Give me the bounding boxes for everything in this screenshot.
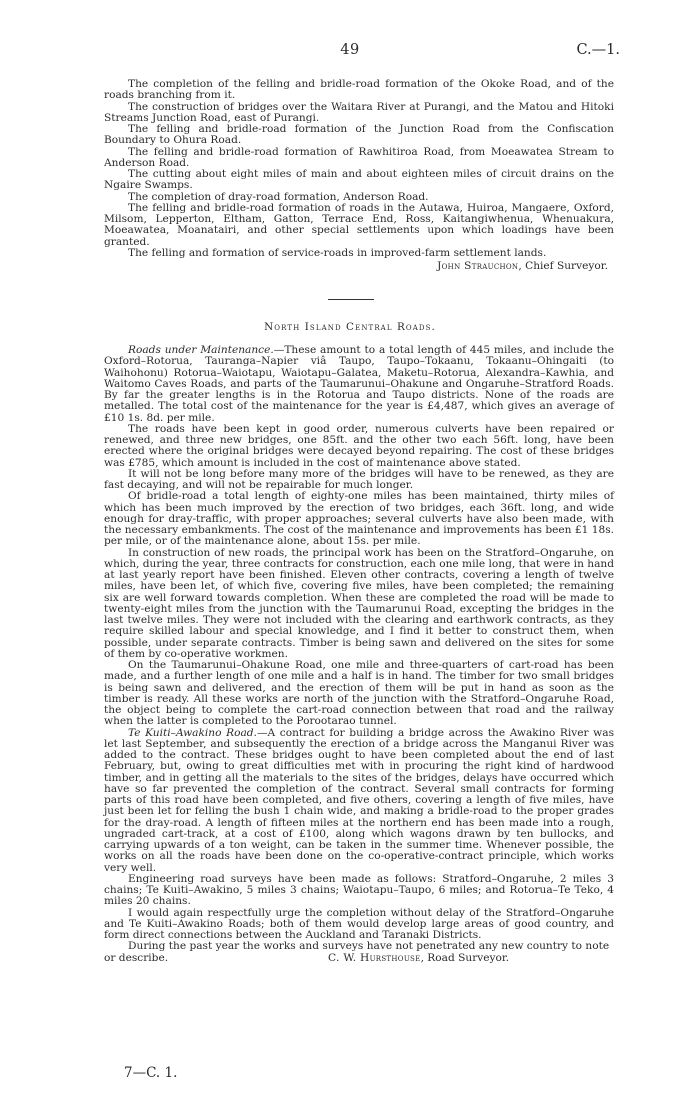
paragraph: The completion of dray-road formation, Anderson Road. bbox=[128, 190, 429, 203]
paragraph: During the past year the works and surveys have not penetrated any new country to note bbox=[128, 940, 610, 953]
paragraph: The cutting about eight miles of main and about eighteen miles of circuit drains on the Ngaire Swamps. bbox=[104, 168, 614, 192]
signature bbox=[104, 259, 608, 274]
section-divider bbox=[328, 299, 374, 300]
paragraph: I would again respectfully urge the completion without delay of the Stratford–Ongaruhe and Te Kuiti–Awakino Roads; both of them would develop large areas of good country, and form direct connections between the Auckland and Taranaki Districts. bbox=[104, 906, 614, 941]
signature-title: , Chief Surveyor. bbox=[518, 260, 608, 272]
signature-title: , Road Surveyor. bbox=[420, 951, 510, 964]
run-in-heading: Roads under Maintenance. bbox=[128, 344, 274, 356]
signature-name: C. W. Hursthouse bbox=[328, 951, 421, 964]
paragraph: Engineering road surveys have been made as follows: Stratford–Ongaruhe, 2 miles 3 chains; Te Kuiti–Awakino, 5 miles 3 chains; Waiotapu–Taupo, 6 miles; and Rotorua–Te Teko, 4 miles 20 chains. bbox=[104, 872, 614, 908]
section-taranaki-works bbox=[104, 79, 614, 274]
document-code: C.—1. bbox=[576, 42, 620, 58]
run-in-heading: Te Kuiti–Awakino Road. bbox=[128, 726, 257, 739]
section-central-roads bbox=[104, 345, 614, 967]
closing-text: or describe. bbox=[104, 951, 169, 964]
paragraph: Of bridle-road a total length of eighty-one miles has been maintained, thirty miles of which has been much improved by the erection of two bridges, each 36ft. long, and wide enough for dray-traffic, with proper approaches; several culverts have also been made, with the necessary embankments. The cost of the maintenance and improvements has been £1 18s. per mile, or of the maintenance alone, about 15s. per mile. bbox=[104, 490, 614, 548]
section-title: North Island Central Roads. bbox=[264, 321, 436, 333]
sheet-mark: 7—C. 1. bbox=[124, 1065, 178, 1081]
page-number: 49 bbox=[340, 42, 360, 58]
paragraph: On the Taumarunui–Ohakune Road, one mile and three-quarters of cart-road has been made, and a further length of one mile and a half is in hand. The timber for two small bridges is being sawn and delivered, and the erection of them will be put in hand as soon as the timber is ready. All these works are north of the junction with the Stratford–Ongaruhe Road, the object being to complete the cart-road connection between that road and the railway when the latter is completed to the Porootarao tunnel. bbox=[104, 659, 614, 728]
paragraph: It will not be long before many more of the bridges will have to be renewed, as they are fast decaying, and will not be repairable for much longer. bbox=[104, 467, 614, 491]
paragraph-text: —A contract for building a bridge across the Awakino River was let last September, and subsequently the erection of a bridge across the Manganui River was added to the contract. These bridges ought to have been completed about the end of last February, but, owing to great difficulties met with in procuring the right kind of hardwood timber, and in getting all the materials to the sites of the bridges, delays have occurred which have so far prevented the completion of the contract. Several small contracts for forming parts of this road have been completed, and five others, covering a length of five miles, have just been let for felling the bush 1 chain wide, and making a bridle-road to the proper grades for the dray-road. A length of fifteen miles at the northern end has been made into a rough, ungraded cart-track, at a cost of £100, along which wagons drawn by ten bullocks, and carrying upwards of a ton weight, can be taken in the summer time. Whenever possible, the works on all the roads have been done on the co-operative-contract principle, which works very well. bbox=[104, 726, 615, 874]
paragraph-text: —These amount to a total length of 445 miles, and include the Oxford–Rotorua, Tauranga–Napier viâ Taupo, Taupo–Tokaanu, Tokaanu–Ohingaiti (to Waihohonu) Rotorua–Waiotapu, Waiotapu–Galatea, Maketu–Rotorua, Alexandra–Kawhia, and Waitomo Caves Roads, and parts of the Taumarunui–Ohakune and Ongaruhe–Stratford Roads. By far the greater lengths is in the Rotorua and Taupo districts. None of the roads are metalled. The total cost of the maintenance for the year is £4,487, which gives an average of £10 1s. 8d. per mile. bbox=[104, 344, 614, 424]
paragraph bbox=[104, 728, 614, 874]
paragraph: The roads have been kept in good order, numerous culverts have been repaired or renewed, and three new bridges, one 85ft. and the other two each 56ft. long, have been erected where the original bridges were decayed beyond repairing. The cost of these bridges was £785, which amount is included in the cost of maintenance above stated. bbox=[104, 422, 614, 469]
paragraph: The completion of the felling and bridle-road formation of the Okoke Road, and of the roads branching from it. bbox=[104, 78, 614, 102]
paragraph: In construction of new roads, the principal work has been on the Stratford–Ongaruhe, on which, during the year, three contracts for construction, each one mile long, that were in hand at last yearly report have been finished. Eleven other contracts, covering a length of twelve miles, have been let, of which five, covering five miles, have been completed; the remaining six are well forward towards completion. When these are completed the road will be made to twenty-eight miles from the junction with the Taumarunui Road, excepting the bridges in the last twelve miles. They were not included with the clearing and earthwork contracts, as they require skilled labour and special knowledge, and I find it better to construct them, when possible, under separate contracts. Timber is being sawn and delivered on the sites for some of them by co-operative workmen. bbox=[104, 546, 614, 660]
paragraph: The felling and bridle-road formation of Rawhitiroa Road, from Moeawatea Stream to Anderson Road. bbox=[104, 145, 614, 169]
paragraph: The felling and bridle-road formation of roads in the Autawa, Huiroa, Mangaere, Oxford, Milsom, Lepperton, Eltham, Gatton, Terrace End, Ross, Kaitangiwhenua, Whenuakura, Moeawatea, Moanatairi, and other special settlements upon which loadings have been granted. bbox=[104, 201, 614, 248]
paragraph bbox=[104, 345, 614, 424]
paragraph: The felling and bridle-road formation of the Junction Road from the Confiscation Boundary to Ohura Road. bbox=[104, 123, 614, 147]
signature bbox=[328, 953, 509, 964]
closing-line bbox=[104, 953, 614, 967]
paragraph: The felling and formation of service-roads in improved-farm settlement lands. bbox=[128, 246, 547, 259]
paragraph: The construction of bridges over the Waitara River at Purangi, and the Matou and Hitoki Streams Junction Road, east of Purangi. bbox=[104, 100, 614, 124]
signature-name: John Strauchon bbox=[437, 260, 519, 272]
